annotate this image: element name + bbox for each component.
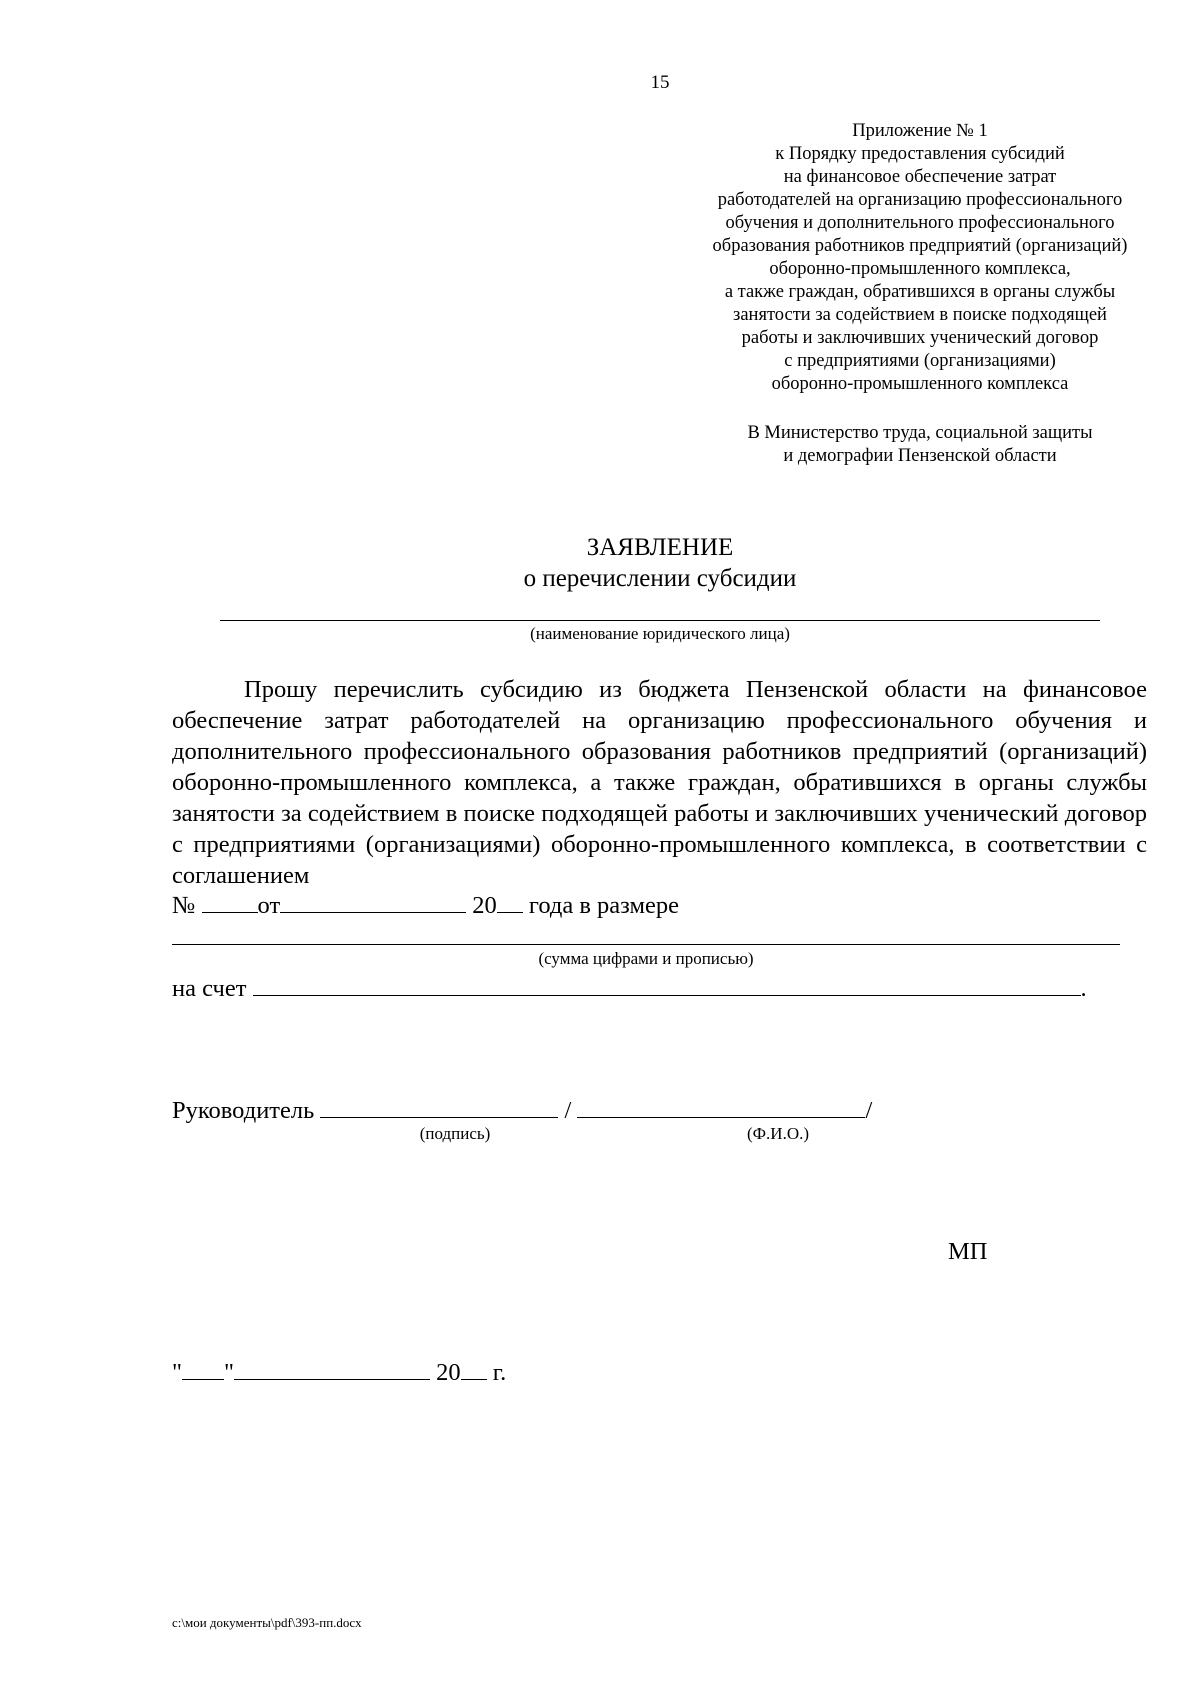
appendix-line: обучения и дополнительного профессионального (725, 213, 1115, 233)
page-number: 15 (650, 72, 670, 93)
agreement-year-suffix: года в размере (528, 892, 680, 919)
document-subtitle: о перечислении субсидии (523, 565, 797, 592)
appendix-line: оборонно-промышленного комплекса, (769, 259, 1071, 279)
appendix-line: образования работников предприятий (организаций) (712, 236, 1128, 256)
appendix-header (680, 120, 1160, 396)
date-open-quote: " (172, 1359, 183, 1386)
full-name-caption: (Ф.И.О.) (746, 1124, 810, 1143)
date-day-field[interactable] (182, 1359, 224, 1380)
footer-file-path: c:\мои документы\pdf\393-пп.docx (172, 1615, 362, 1630)
agreement-number-label: № (172, 892, 196, 919)
account-end: . (1080, 975, 1087, 1002)
addressee-line: и демографии Пензенской области (783, 446, 1057, 466)
document-title: ЗАЯВЛЕНИЕ (586, 534, 734, 561)
agreement-date-field[interactable] (280, 892, 466, 913)
account-line (172, 975, 1087, 1003)
amount-caption: (сумма цифрами и прописью) (538, 949, 754, 968)
appendix-line: Приложение № 1 (852, 121, 988, 141)
appendix-line: с предприятиями (организациями) (784, 351, 1056, 371)
agreement-year-prefix: 20 (472, 892, 497, 919)
agreement-line (172, 892, 679, 920)
agreement-number-field[interactable] (202, 892, 258, 913)
appendix-line: работы и заключивших ученический договор (741, 328, 1099, 348)
signature-line (172, 1097, 872, 1125)
full-name-field[interactable] (577, 1097, 865, 1118)
date-line (172, 1359, 506, 1387)
appendix-line: к Порядку предоставления субсидий (775, 144, 1065, 164)
amount-field[interactable] (172, 944, 1120, 945)
account-label: на счет (172, 975, 247, 1002)
request-paragraph: Прошу перечислить субсидию из бюджета Пензенской области на финансовое обеспечение затрат работодателей на организацию профессионального обучения и дополнительного профессионального образования работников предприятий (организаций) оборонно-промышленного комплекса, а также граждан, обратившихся в органы службы занятости за содействием в поиске подходящей работы и заключивших ученический договор с предприятиями (организациями) оборонно-промышленного комплекса, в соответствии с соглашением (172, 676, 1147, 889)
date-year-field[interactable] (461, 1359, 487, 1380)
appendix-line: работодателей на организацию профессионального (717, 190, 1123, 210)
date-close-quote: " (224, 1359, 235, 1386)
addressee (680, 422, 1160, 468)
signature-slash-end: / (865, 1097, 873, 1124)
account-field[interactable] (253, 975, 1081, 996)
entity-name-field[interactable] (220, 620, 1100, 621)
agreement-year-field[interactable] (497, 892, 523, 913)
appendix-line: занятости за содействием в поиске подходящей (733, 305, 1107, 325)
stamp-place: МП (948, 1238, 988, 1265)
date-year-suffix: г. (492, 1359, 507, 1386)
date-year-prefix: 20 (436, 1359, 461, 1386)
appendix-line: а также граждан, обратившихся в органы службы (724, 282, 1116, 302)
date-month-field[interactable] (234, 1359, 430, 1380)
signature-slash: / (564, 1097, 572, 1124)
appendix-line: на финансовое обеспечение затрат (783, 167, 1057, 187)
appendix-line: оборонно-промышленного комплекса (771, 374, 1069, 394)
signature-caption: (подпись) (419, 1124, 491, 1143)
addressee-line: В Министерство труда, социальной защиты (747, 423, 1093, 443)
entity-name-caption: (наименование юридического лица) (530, 624, 790, 643)
agreement-from-label: от (257, 892, 281, 919)
signature-field[interactable] (320, 1097, 558, 1118)
signature-role-label: Руководитель (172, 1097, 315, 1124)
